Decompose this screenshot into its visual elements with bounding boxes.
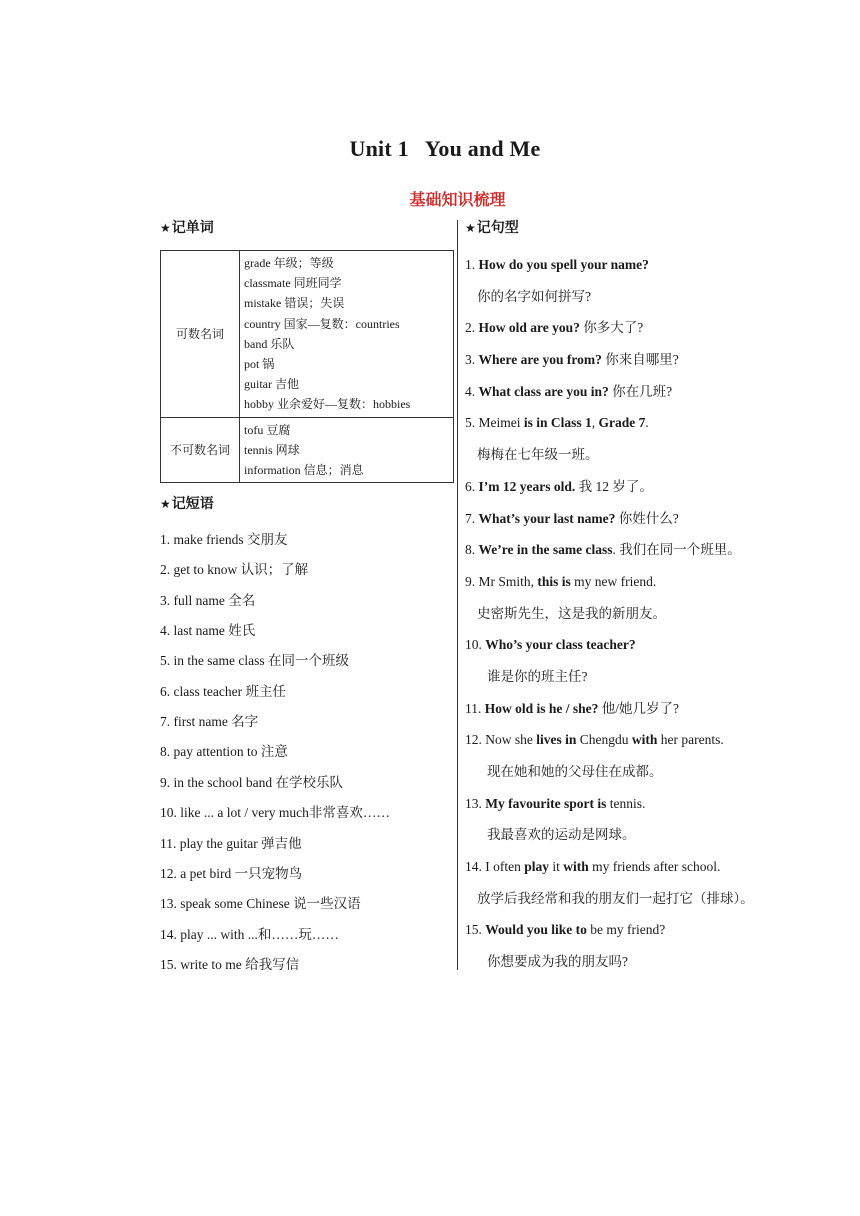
phrases-heading-label: 记短语 bbox=[171, 496, 214, 513]
phrase-item: 2. get to know 认识；了解 bbox=[160, 562, 309, 578]
sentence-text: 6. bbox=[465, 478, 479, 494]
sentence-key: What class are you in? bbox=[478, 383, 609, 399]
sentence-text: 9. Mr Smith, bbox=[465, 573, 538, 589]
sentence-text: . 我们在同一个班里。 bbox=[612, 542, 741, 558]
sentence-text: be my friend? bbox=[586, 922, 666, 938]
sentence-key: play bbox=[524, 859, 549, 875]
sentence-key: Who’s your class teacher? bbox=[485, 637, 636, 653]
sentence-14 bbox=[465, 851, 775, 883]
sentence-text: , bbox=[591, 415, 599, 431]
phrase-item: 3. full name 全名 bbox=[160, 592, 256, 608]
sentence-9 bbox=[465, 566, 775, 598]
sentence-1 bbox=[465, 249, 775, 281]
sentence-text: . bbox=[645, 415, 649, 431]
sentence-key: How old is he / she? bbox=[484, 700, 599, 716]
sentence-8 bbox=[465, 534, 775, 566]
unit-number: Unit 1 bbox=[349, 136, 409, 161]
sentence-text: 10. bbox=[465, 637, 486, 653]
star-icon: ★ bbox=[160, 497, 171, 512]
sentence-5 bbox=[465, 407, 775, 439]
sentence-key: Would you like to bbox=[485, 922, 587, 938]
sentence-key: lives in bbox=[536, 732, 577, 748]
vocab-word: tofu 豆腐 bbox=[244, 422, 291, 437]
section-subtitle: 基础知识梳理 bbox=[409, 190, 506, 209]
sentence-text: 你多大了? bbox=[579, 320, 644, 336]
vocab-row-uncountable bbox=[161, 417, 454, 483]
sentence-text: 7. bbox=[465, 510, 479, 526]
sentence-12 bbox=[465, 724, 775, 756]
left-column bbox=[160, 218, 458, 980]
sentence-text: her parents. bbox=[657, 732, 724, 748]
sentence-10 bbox=[465, 629, 775, 661]
vocab-word: pot 锅 bbox=[244, 356, 275, 371]
vocab-word: grade 年级；等级 bbox=[244, 256, 334, 270]
sentence-12-translation: 现在她和她的父母住在成都。 bbox=[487, 764, 663, 779]
sentence-key: What’s your last name? bbox=[478, 510, 616, 526]
vocab-row-countable bbox=[161, 251, 454, 418]
sentence-text: 11. bbox=[465, 700, 485, 716]
vocab-word: information 信息；消息 bbox=[244, 462, 364, 477]
sentence-text: 15. bbox=[465, 922, 486, 938]
sentence-key: this is bbox=[537, 573, 571, 589]
sentence-15-translation: 你想要成为我的朋友吗? bbox=[487, 954, 628, 970]
phrase-item: 4. last name 姓氏 bbox=[160, 623, 256, 639]
phrases-heading bbox=[160, 494, 458, 514]
vocab-word: mistake 错误；失误 bbox=[244, 296, 345, 311]
sentence-6 bbox=[465, 471, 775, 503]
sentences-heading bbox=[465, 218, 775, 238]
unit-name: You and Me bbox=[424, 136, 541, 161]
sentence-text: my new friend. bbox=[570, 573, 657, 589]
sentence-13 bbox=[465, 788, 775, 820]
sentence-key: We’re in the same class bbox=[478, 542, 613, 558]
sentence-text: 3. bbox=[465, 352, 479, 368]
sentence-text: 8. bbox=[465, 542, 479, 558]
sentence-11 bbox=[465, 693, 775, 725]
sentence-text: Chengdu bbox=[576, 732, 632, 748]
vocab-word: band 乐队 bbox=[244, 336, 295, 351]
sentence-10-translation: 谁是你的班主任? bbox=[487, 668, 588, 684]
sentence-text: 1. bbox=[465, 257, 479, 272]
sentence-text: it bbox=[549, 859, 564, 875]
sentence-text: 他/她几岁了? bbox=[598, 700, 680, 716]
star-icon: ★ bbox=[160, 221, 171, 235]
sentence-5-translation: 梅梅在七年级一班。 bbox=[477, 447, 599, 463]
vocab-words bbox=[240, 251, 454, 418]
sentence-list bbox=[465, 249, 775, 978]
phrase-item: 15. write to me 给我写信 bbox=[160, 956, 300, 972]
sentence-text: 你姓什么? bbox=[615, 510, 679, 526]
vocab-table bbox=[160, 250, 454, 483]
sentence-text: 你在几班? bbox=[608, 383, 673, 399]
sentence-key: How old are you? bbox=[478, 320, 580, 336]
phrase-list bbox=[160, 525, 458, 980]
phrase-item: 13. speak some Chinese 说一些汉语 bbox=[160, 896, 361, 912]
vocab-word: hobby 业余爱好—复数：hobbies bbox=[244, 397, 411, 412]
phrase-item: 12. a pet bird 一只宠物鸟 bbox=[160, 865, 303, 881]
sentence-key: I’m 12 years old. bbox=[478, 478, 576, 494]
sentences-heading-label: 记句型 bbox=[476, 220, 519, 236]
phrase-item: 11. play the guitar 弹吉他 bbox=[160, 835, 302, 851]
phrase-item: 6. class teacher 班主任 bbox=[160, 683, 286, 699]
vocab-heading-label: 记单词 bbox=[171, 220, 214, 236]
sentence-15 bbox=[465, 914, 775, 946]
sentence-text: tennis. bbox=[606, 795, 646, 811]
phrase-item: 8. pay attention to 注意 bbox=[160, 744, 288, 760]
sentence-text: my friends after school. bbox=[588, 859, 721, 875]
sentence-text: 你来自哪里? bbox=[601, 352, 679, 368]
sentence-text: 14. I often bbox=[465, 859, 525, 875]
sentence-key: My favourite sport is bbox=[485, 795, 607, 811]
sentence-4 bbox=[465, 376, 775, 408]
sentence-key: How do you spell your name? bbox=[478, 257, 649, 272]
sentence-text: 5. Meimei bbox=[465, 415, 524, 431]
vocab-word: classmate 同班同学 bbox=[244, 276, 342, 291]
vocab-word: country 国家—复数：countries bbox=[244, 316, 400, 331]
sentence-7 bbox=[465, 503, 775, 535]
phrase-item: 1. make friends 交朋友 bbox=[160, 532, 288, 548]
vocab-word: tennis 网球 bbox=[244, 442, 300, 457]
sentence-text: 2. bbox=[465, 320, 479, 336]
sentence-1-translation: 你的名字如何拼写? bbox=[477, 288, 591, 304]
vocab-category: 可数名词 bbox=[161, 251, 240, 418]
sentence-text: 我 12 岁了。 bbox=[575, 478, 653, 494]
page-title bbox=[0, 136, 860, 162]
vocab-heading bbox=[160, 218, 458, 238]
phrase-item: 14. play ... with ...和……玩…… bbox=[160, 926, 339, 942]
phrase-item: 10. like ... a lot / very much非常喜欢…… bbox=[160, 805, 390, 821]
star-icon: ★ bbox=[465, 221, 476, 235]
vocab-word: guitar 吉他 bbox=[244, 377, 299, 392]
sentence-3 bbox=[465, 344, 775, 376]
sentence-13-translation: 我最喜欢的运动是网球。 bbox=[487, 827, 636, 843]
sentence-text: 13. bbox=[465, 795, 486, 811]
sentence-text: 4. bbox=[465, 383, 479, 399]
vocab-words bbox=[240, 417, 454, 483]
sentence-key: Where are you from? bbox=[478, 352, 602, 368]
sentence-2 bbox=[465, 312, 775, 344]
sentence-key: with bbox=[631, 732, 658, 748]
sentence-text: 12. Now she bbox=[465, 732, 537, 748]
sentence-14-translation: 放学后我经常和我的朋友们一起打它（排球）。 bbox=[477, 890, 754, 906]
sentence-key: Grade 7 bbox=[598, 415, 646, 431]
sentence-key: is in Class 1 bbox=[523, 415, 592, 431]
phrase-item: 5. in the same class 在同一个班级 bbox=[160, 653, 349, 669]
phrase-item: 9. in the school band 在学校乐队 bbox=[160, 774, 343, 790]
sentence-key: with bbox=[563, 859, 589, 875]
vocab-category: 不可数名词 bbox=[161, 417, 240, 483]
sentence-9-translation: 史密斯先生，这是我的新朋友。 bbox=[477, 605, 666, 621]
phrase-item: 7. first name 名字 bbox=[160, 714, 259, 730]
right-column bbox=[465, 218, 775, 978]
